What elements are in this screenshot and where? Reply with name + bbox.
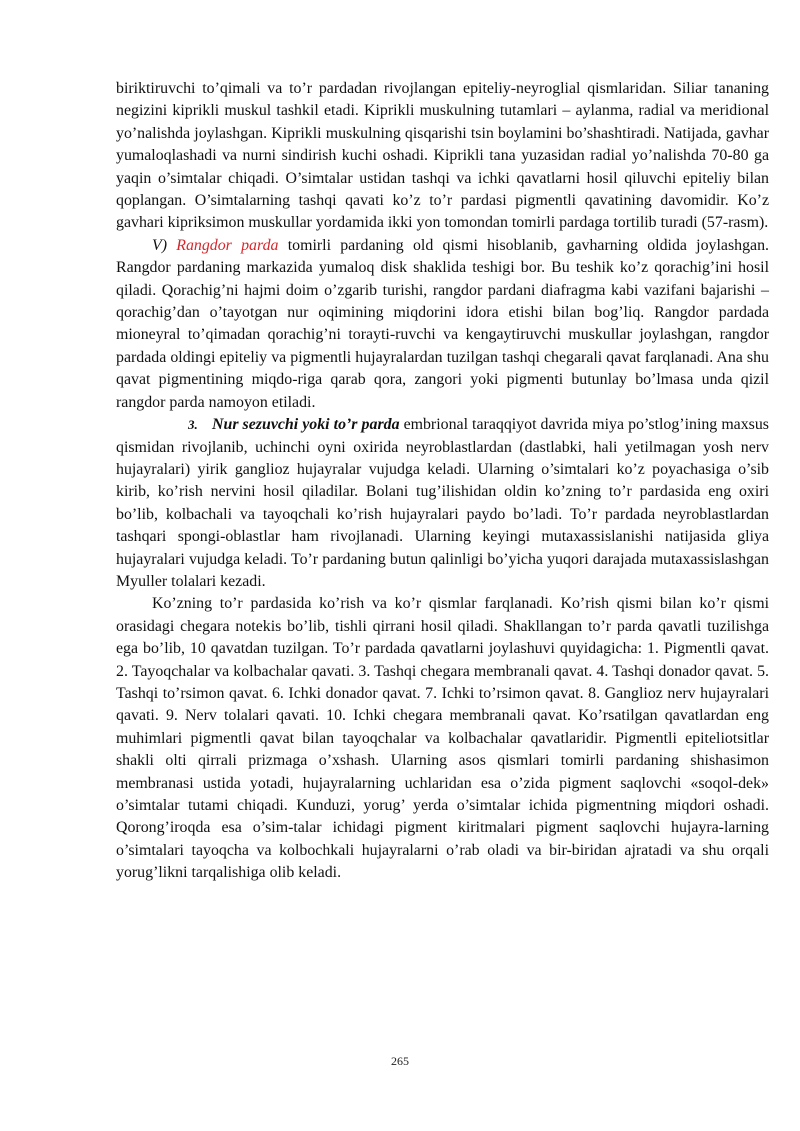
page-body — [116, 78, 769, 885]
paragraph-4: Ko’zning to’r pardasida ko’rish va ko’r qismlar farqlanadi. Ko’rish qismi bilan ko’r qismi orasidagi chegara notekis bo’lib, tishli qirrani hosil qiladi. Shakllangan to’r parda qavatli tuzilishga ega bo’lib, 10 qavatdan tuzilgan. To’r pardada qavatlarni joylashuvi quyidagicha: 1. Pigmentli qavat. 2. Tayoqchalar va kolbachalar qavati. 3. Tashqi chegara membranali qavat. 4. Tashqi donador qavat. 5. Tashqi to’rsimon qavat. 6. Ichki donador qavat. 7. Ichki to’rsimon qavat. 8. Ganglioz nerv hujayralari qavati. 9. Nerv tolalari qavati. 10. Ichki chegara membranali qavat. Ko’rsatilgan qavatlardan eng muhimlari pigmentli qavat bilan tayoqchalar va kolbachalar qavatlaridir. Pigmentli epiteliotsitlar shakli olti qirrali prizmaga o’xshash. Ularning asos qismlari tomirli pardaning shishasimon membranasi ustida yotadi, hujayralarning uchlaridan esa o’zida pigment saqlovchi «soqol-dek» o’simtalar tutami chiqadi. Kunduzi, yorug’ yerda o’simtalar ichida pigmentning miqdori oshadi. Qorong’iroqda esa o’sim-talar ichidagi pigment kiritmalari pigment saqlovchi hujayra-larning o’simtalari tayoqcha va kolbochkali hujayralarni o’rab oladi va bir-biridan ajratadi va shu orqali yorug’likni tarqalishiga olib keladi. — [116, 595, 769, 882]
term-rangdor-parda: Rangdor parda — [176, 236, 279, 254]
page-number: 265 — [391, 1054, 409, 1068]
paragraph-3-text: embrional taraqqiyot davrida miya po’stlog’ining maxsus qismidan rivojlanib, uchinchi oyni oxirida neyroblastlardan (dastlabki, hali yetilmagan yosh nerv hujayralari) yirik ganglioz hujayralar vujudga keladi. Ularning o’simtalari ko’z poyachasiga o’sib kirib, ko’rish nervini hosil qiladilar. Bolani tug’ilishidan oldin ko’zning to’r pardasida eng oxiri bo’lib, kolbachali va tayoqchali ko’rish hujayralari paydo bo’ladi. To’r pardada neyroblastlardan tashqari spongi-oblastlar ham rivojlanadi. Ularning keyingi mutaxassislanishi natijasida gliya hujayralari vujudga keladi. To’r pardaning butun qalinligi bo’yicha yuqori darajada mutaxassislashgan Myuller tolalari kezadi. — [116, 416, 769, 590]
paragraph-rangdor-parda — [116, 235, 769, 414]
paragraph-tor-parda — [116, 414, 769, 593]
paragraph-2-text: tomirli pardaning old qismi hisoblanib, gavharning oldida joylashgan. Rangdor pardaning markazida yumaloq disk shaklida teshigi bor. Bu teshik ko’z qorachig’ini hosil qiladi. Qorachig’ni hajmi doim o’zgarib turishi, rangdor pardani diafragma kabi vazifani bajarishi – qorachig’dan o’tayotgan nur oqimining miqdorini idora etishi bilan bog’liq. Rangdor pardada mioneyral to’qimadan qorachig’ni torayti-ruvchi va kengaytiruvchi muskullar joylashgan, rangdor pardada oldingi epiteliy va pigmentli hujayralardan tuzilgan tashqi chegarali qavat farqlanadi. Ana shu qavat pigmentining miqdo-riga qarab qora, zangori yoki pigmenti butunlay bo’lmasa unda qizil rangdor parda namoyon etiladi. — [116, 236, 770, 411]
section-letter: V) — [152, 236, 177, 254]
section-number: 3. — [188, 417, 198, 433]
section-heading: Nur sezuvchi yoki to’r parda — [212, 416, 400, 434]
paragraph-1: biriktiruvchi to’qimali va to’r pardadan rivojlangan epiteliy-neyroglial qismlaridan. Siliar tananing negizini kiprikli muskul tashkil etadi. Kiprikli muskulning tutamlari – aylanma, radial va meridional yo’nalishda joylashgan. Kiprikli muskulning qisqarishi tsin boylamini bo’shashtiradi. Natijada, gavhar yumaloqlashadi va nurni sindirish kuchi oshadi. Kiprikli tana yuzasidan radial yo’nalishda 70-80 ga yaqin o’simtalar chiqadi. O’simtalar ustidan tashqi va ichki qavatlarni hosil qiluvchi epiteliy bilan qoplangan. O’simtalarning tashqi qavati ko’z to’r pardasi pigmentli qavatining davomidir. Ko’z gavhari kipriksimon muskullar yordamida ikki yon tomondan tomirli pardaga tortilib turadi (57-rasm). — [116, 80, 769, 232]
